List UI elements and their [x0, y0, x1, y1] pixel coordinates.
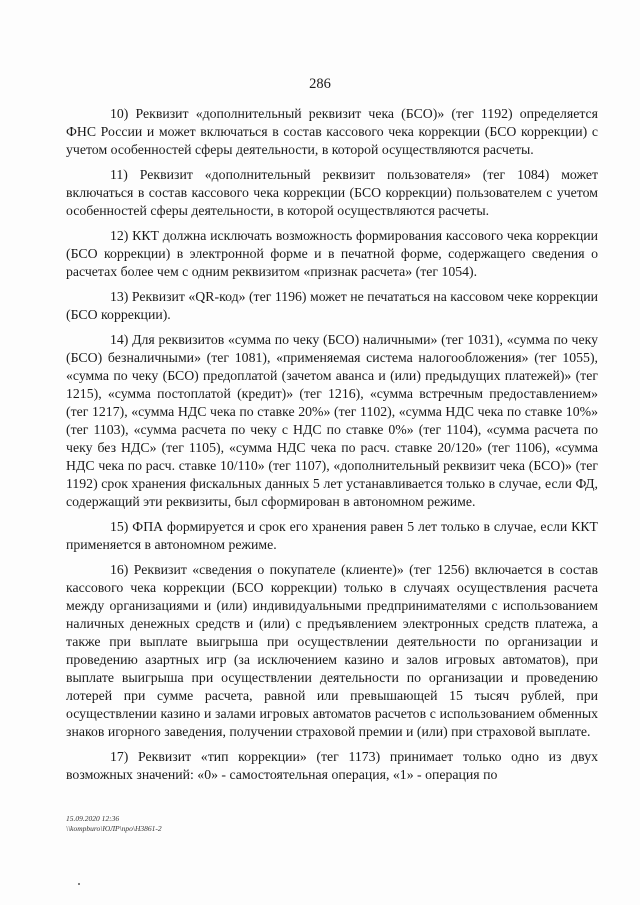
paragraph-14: 14) Для реквизитов «сумма по чеку (БСО) наличными» (тег 1031), «сумма по чеку (БСО) безналичными» (тег 1081), «применяемая система налогообложения» (тег 1055), «сумма по чеку (БСО) предоплатой (зачетом аванса и (или) предыдущих платежей)» (тег 1215), «сумма постоплатой (кредит)» (тег 1216), «сумма встречным предоставлением» (тег 1217), «сумма НДС чека по ставке 20%» (тег 1102), «сумма НДС чека по ставке 10%» (тег 1103), «сумма расчета по чеку с НДС по ставке 0%» (тег 1104), «сумма расчета по чеку без НДС» (тег 1105), «сумма НДС чека по расч. ставке 20/120» (тег 1106), «сумма НДС чека по расч. ставке 10/110» (тег 1107), «дополнительный реквизит чека (БСО)» (тег 1192) срок хранения фискальных данных 5 лет устанавливается только в случае, если ФД, содержащий эти реквизиты, был сформирован в автономном режиме.: [66, 332, 598, 509]
paragraph-17: 17) Реквизит «тип коррекции» (тег 1173) принимает только одно из двух возможных значений: «0» - самостоятельная операция, «1» - операция по: [66, 749, 598, 782]
paragraph-15: 15) ФПА формируется и срок его хранения равен 5 лет только в случае, если ККТ применяется в автономном режиме.: [66, 519, 598, 552]
document-footer: [66, 814, 162, 834]
paragraph-12: 12) ККТ должна исключать возможность формирования кассового чека коррекции (БСО коррекции) в электронной форме и в печатной форме, содержащего сведения о расчетах более чем с одним реквизитом «признак расчета» (тег 1054).: [66, 228, 598, 279]
scan-artifact-dot: [78, 883, 80, 885]
paragraph-16: 16) Реквизит «сведения о покупателе (клиенте)» (тег 1256) включается в состав кассового чека коррекции (БСО коррекции) только в случаях осуществления расчета между организациями и (или) индивидуальными предпринимателями с использованием наличных денежных средств и (или) с предъявлением электронных средств платежа, а также при выплате выигрыша при осуществлении деятельности по организации и проведению азартных игр (за исключением казино и залов игровых автоматов), при выплате выигрыша при осуществлении деятельности по организации и проведению лотерей при сумме расчета, равной или превышающей 15 тысяч рублей, при осуществлении казино и залами игровых автоматов расчетов с использованием обменных знаков игорного заведения, получении страховой премии и (или) при страховой выплате.: [66, 562, 598, 739]
paragraph-10: 10) Реквизит «дополнительный реквизит чека (БСО)» (тег 1192) определяется ФНС России и может включаться в состав кассового чека коррекции (БСО коррекции) с учетом особенностей сферы деятельности, в которой осуществляются расчеты.: [66, 106, 598, 157]
footer-timestamp: 15.09.2020 12:36: [66, 814, 120, 823]
paragraph-11: 11) Реквизит «дополнительный реквизит пользователя» (тег 1084) может включаться в состав кассового чека коррекции (БСО коррекции) пользователем с учетом особенностей сферы деятельности, в которой осуществляются расчеты.: [66, 167, 598, 218]
footer-file-path: \\kompburo\ЮЛР\npo\Н3861-2: [66, 824, 162, 833]
paragraph-13: 13) Реквизит «QR-код» (тег 1196) может не печататься на кассовом чеке коррекции (БСО коррекции).: [66, 289, 598, 322]
page-number: 286: [309, 76, 331, 92]
document-body: [66, 105, 598, 791]
